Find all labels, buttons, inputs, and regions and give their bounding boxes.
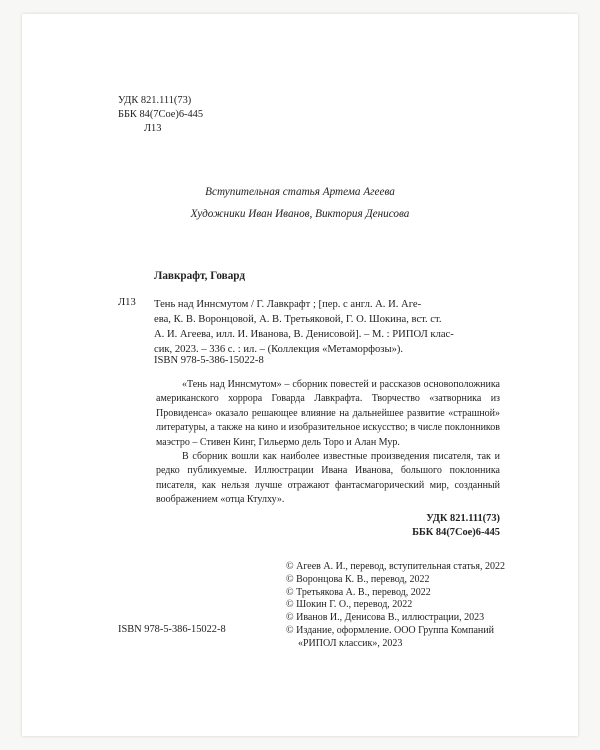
description-line: ева, К. В. Воронцовой, А. В. Третьяковой, Г. О. Шокина, вст. ст.: [154, 314, 442, 325]
bbk-code-bottom: ББК 84(7Сое)6-445: [412, 527, 500, 538]
isbn-main: ISBN 978-5-386-15022-8: [154, 355, 264, 366]
author-mark: Л13: [144, 123, 162, 134]
intro-credit: Вступительная статья Артема Агеева: [205, 186, 395, 198]
copyright-line: © Шокин Г. О., перевод, 2022: [286, 599, 413, 611]
udk-code: УДК 821.111(73): [118, 95, 192, 106]
artists-credit: Художники Иван Иванов, Виктория Денисова: [190, 208, 410, 220]
description-line: Тень над Иннсмутом / Г. Лавкрафт ; [пер. с англ. А. И. Аге-: [154, 299, 422, 310]
classification-codes-top: [118, 94, 268, 136]
description-line: А. И. Агеева, илл. И. Иванова, В. Денисовой]. – М. : РИПОЛ клас-: [154, 329, 454, 340]
author-heading: Лавкрафт, Говард: [154, 270, 246, 282]
copyright-block: [286, 561, 546, 651]
classification-codes-bottom: [412, 512, 500, 540]
copyright-line-continued: «РИПОЛ классик», 2023: [298, 637, 403, 649]
copyright-line: © Воронцова К. В., перевод, 2022: [286, 573, 430, 585]
copyright-line: © Издание, оформление. ООО Группа Компаний: [286, 624, 494, 636]
bibliographic-description: [154, 297, 498, 357]
copyright-line: © Третьякова А. В., перевод, 2022: [286, 586, 431, 598]
bbk-code: ББК 84(7Сое)6-445: [118, 109, 204, 120]
abstract: [156, 378, 500, 508]
udk-code-bottom: УДК 821.111(73): [426, 513, 500, 524]
author-mark-left: Л13: [118, 297, 136, 308]
isbn-bottom: ISBN 978-5-386-15022-8: [118, 624, 226, 635]
description-line: сик, 2023. – 336 с. : ил. – (Коллекция «Метаморфозы»).: [154, 344, 404, 355]
book-imprint-page: [22, 14, 578, 736]
abstract-paragraph: В сборник вошли как наиболее известные произведения писателя, так и редко публикуемые. Иллюстрации Ивана Иванова, большого поклонника писателя, как нельзя лучше отражают фантасмагорический мир, созданный воображением «отца Ктулху».: [156, 451, 500, 506]
copyright-line: © Агеев А. И., перевод, вступительная статья, 2022: [286, 561, 505, 572]
abstract-paragraph: «Тень над Иннсмутом» – сборник повестей и рассказов основоположника американского хоррора Говарда Лавкрафта. Творчество «затворника из Провиденса» оказало решающее влияние на дальнейшее развитие «страшной» литературы, а также на кино и изобразительное искусство; в числе поклонников маэстро – Стивен Кинг, Гильермо дель Торо и Алан Мур.: [156, 379, 500, 448]
copyright-line: © Иванов И., Денисова В., иллюстрации, 2023: [286, 612, 485, 624]
